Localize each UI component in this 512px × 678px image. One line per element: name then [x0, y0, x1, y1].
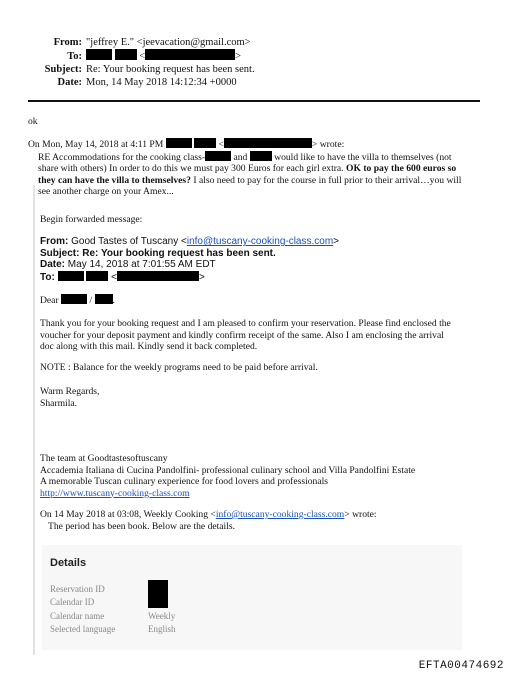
inner-intro-email-link[interactable]: info@tuscany-cooking-class.com — [215, 509, 345, 520]
redaction — [115, 49, 137, 60]
fwd-date-label: Date: — [40, 259, 66, 270]
reply-text: ok — [28, 116, 38, 127]
quote-line-3 — [38, 175, 488, 187]
quote-line3-text: I also need to pay for the course in full prior to their arrival…you will — [193, 174, 462, 186]
details-row — [50, 582, 176, 596]
details-value: Weekly — [148, 610, 176, 621]
quote-line1-and: and — [233, 151, 248, 163]
redaction — [61, 294, 87, 304]
inner-quote — [40, 509, 500, 532]
details-card — [42, 545, 462, 650]
quote-intro: On Mon, May 14, 2018 at 4:11 PM < > wrote: — [28, 139, 345, 150]
fwd-subject-value: Re: Your booking request has been sent. — [82, 247, 276, 259]
details-table — [50, 582, 176, 635]
details-row — [50, 609, 176, 622]
fwd-body — [40, 318, 500, 353]
redaction — [86, 49, 112, 60]
redaction — [58, 271, 84, 281]
redaction — [145, 49, 235, 60]
fwd-signoff — [40, 386, 99, 409]
inner-quote-body: The period has been book. Below are the details. — [48, 520, 236, 532]
fwd-from-name: Good Tastes of Tuscany < — [71, 236, 187, 247]
quote-line1-pre: RE Accommodations for the cooking class- — [38, 151, 206, 163]
redaction — [250, 151, 272, 161]
details-label: Calendar name — [50, 610, 105, 621]
fwd-from-email-link[interactable]: info@tuscany-cooking-class.com — [186, 236, 334, 247]
details-label: Reservation ID — [50, 583, 105, 594]
fwd-from-row — [40, 236, 339, 248]
inner-quote-intro — [40, 509, 500, 521]
date-value: Mon, 14 May 2018 14:12:34 +0000 — [86, 77, 237, 88]
details-value — [148, 582, 176, 609]
header-subject-row — [0, 63, 255, 76]
quote-line2-bold: OK to pay the 600 euros so — [346, 163, 457, 174]
details-value: English — [148, 623, 176, 634]
fwd-to-row: To: < > — [40, 271, 205, 283]
signature-block — [40, 453, 500, 499]
redaction — [194, 138, 216, 148]
redaction — [205, 151, 231, 161]
fwd-to-label: To: — [40, 271, 55, 283]
details-row — [50, 622, 176, 635]
fwd-date-row — [40, 259, 339, 271]
fwd-from-close: > — [333, 236, 340, 247]
quote-line4-text: see another charge on your Amex... — [38, 186, 174, 197]
email-header — [0, 36, 255, 89]
inner-intro-post: > wrote: — [344, 509, 377, 520]
from-value: "jeffrey E." <jeevacation@gmail.com> — [86, 37, 251, 48]
redaction — [166, 138, 192, 148]
signature-line-1: The team at Goodtastesoftuscany — [40, 453, 168, 464]
dear-text: Dear — [40, 295, 59, 306]
from-label: From: — [53, 37, 82, 48]
forward-headers — [40, 236, 339, 283]
inner-intro-pre: On 14 May 2018 at 03:08, Weekly Cooking < — [40, 509, 216, 520]
quote-line3-bold: they can have the villa to themselves? — [38, 174, 191, 186]
details-label: Calendar ID — [50, 597, 95, 608]
document-id: EFTA00474692 — [418, 660, 504, 672]
details-heading: Details — [50, 557, 87, 569]
signature-line-3: A memorable Tuscan culinary experience for food lovers and professionals — [40, 476, 328, 487]
quote-bar — [33, 185, 35, 655]
fwd-from-label: From: — [40, 236, 69, 247]
quote-line-1 — [38, 151, 488, 164]
quote-line2-text: share with others) In order to do this we must pay 300 Euros for each girl extra. — [38, 163, 344, 174]
quoted-body — [28, 151, 488, 198]
header-divider — [28, 100, 480, 102]
quote-line1-post: would like to have the villa to themselves (not — [274, 151, 452, 163]
header-from-row — [0, 36, 255, 49]
subject-value: Re: Your booking request has been sent. — [86, 64, 255, 75]
subject-label: Subject: — [44, 64, 82, 75]
fwd-subject-label: Subject: — [40, 247, 80, 259]
fwd-date-value: May 14, 2018 at 7:01:55 AM EDT — [67, 259, 216, 270]
redaction — [148, 580, 168, 608]
redaction — [117, 271, 199, 281]
quoted-message — [28, 138, 488, 198]
dear-line: Dear / . — [40, 295, 115, 306]
quote-line-2 — [38, 163, 488, 175]
fwd-body-line-1: Thank you for your booking request and I am pleased to confirm your reservation. Please find enclosed the — [40, 318, 451, 329]
to-label: To: — [67, 51, 82, 62]
sender-name: Sharmila. — [40, 397, 78, 409]
date-label: Date: — [57, 77, 82, 88]
forward-begin: Begin forwarded message: — [40, 214, 143, 225]
details-label: Selected language — [50, 623, 116, 634]
redaction — [224, 138, 312, 148]
quote-intro-suffix: > wrote: — [311, 139, 345, 150]
quote-line-4 — [38, 186, 488, 198]
header-to-row: To: < > — [0, 49, 255, 63]
redaction — [95, 294, 113, 304]
fwd-body-line-2: voucher for your deposit payment and kindly confirm receipt of the same. Also I am enclosing the arrival — [40, 329, 444, 341]
website-link[interactable]: http://www.tuscany-cooking-class.com — [40, 487, 190, 499]
fwd-subject-row — [40, 248, 339, 260]
fwd-body-line-3: doc along with this mail. Kindly send it back completed. — [40, 341, 258, 352]
signature-line-2: Accademia Italiana di Cucina Pandolfini- professional culinary school and Villa Pandolfini Estate — [40, 464, 416, 476]
regards-text: Warm Regards, — [40, 386, 100, 397]
fwd-note: NOTE : Balance for the weekly programs need to be paid before arrival. — [40, 362, 318, 373]
quote-intro-text: On Mon, May 14, 2018 at 4:11 PM — [28, 139, 164, 150]
header-date-row — [0, 76, 255, 89]
redaction — [86, 271, 108, 281]
